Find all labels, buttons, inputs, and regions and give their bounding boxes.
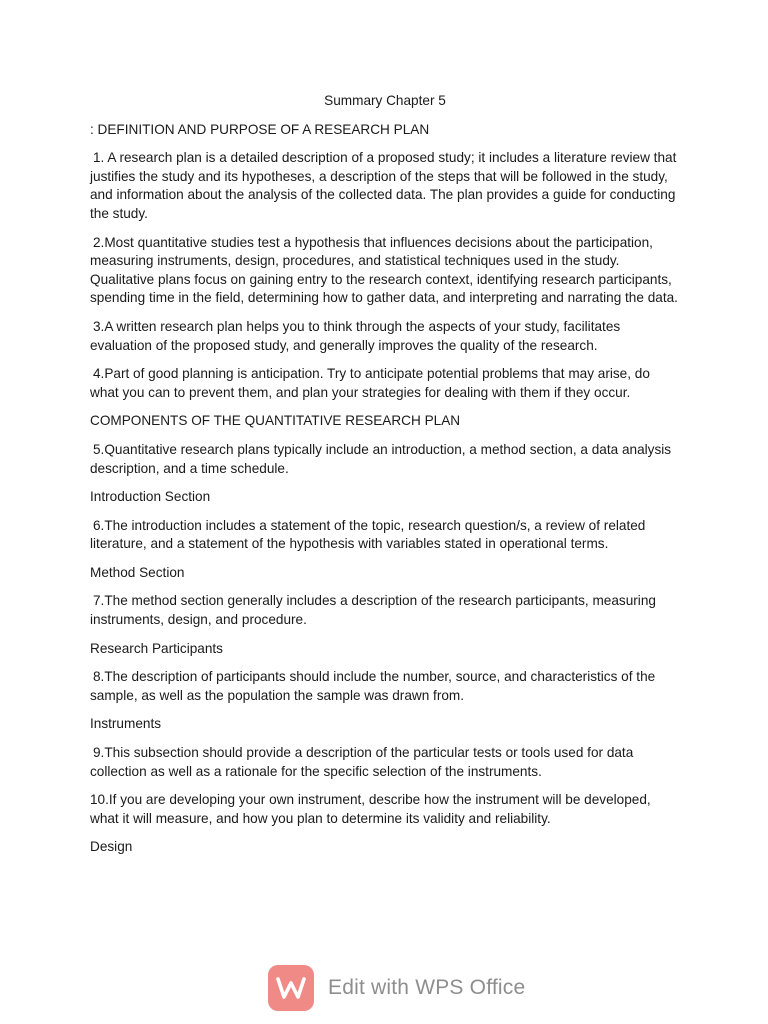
wps-watermark-text: Edit with WPS Office bbox=[328, 976, 526, 999]
section-heading: COMPONENTS OF THE QUANTITATIVE RESEARCH PLAN bbox=[90, 413, 461, 429]
subsection-heading: Introduction Section bbox=[90, 489, 211, 505]
subsection-heading: Research Participants bbox=[90, 640, 223, 656]
paragraph: 8.The description of participants should include the number, source, and characteristics of the sample, as well as the population the sample was drawn from. bbox=[90, 669, 656, 703]
subsection-heading: Design bbox=[90, 839, 133, 855]
paragraph: 4.Part of good planning is anticipation. Try to anticipate potential problems that may arise, do what you can to prevent them, and plan your strategies for dealing with them if they occur. bbox=[90, 366, 650, 400]
document-title: Summary Chapter 5 bbox=[324, 93, 446, 108]
paragraph: 10.If you are developing your own instrument, describe how the instrument will be developed, what it will measure, and how you plan to determine its validity and reliability. bbox=[90, 792, 651, 826]
paragraph: 9.This subsection should provide a description of the particular tests or tools used for data collection as well as a rationale for the specific selection of the instruments. bbox=[90, 745, 634, 779]
subsection-heading: Instruments bbox=[90, 716, 162, 732]
subsection-heading: Method Section bbox=[90, 564, 185, 580]
wps-w-icon bbox=[276, 976, 306, 1000]
wps-watermark bbox=[268, 963, 525, 1013]
paragraph: 3.A written research plan helps you to think through the aspects of your study, facilitates evaluation of the proposed study, and generally improves the quality of the research. bbox=[90, 318, 621, 353]
document-page bbox=[90, 92, 680, 867]
paragraph: 2.Most quantitative studies test a hypothesis that influences decisions about the participation, measuring instruments, design, procedures, and statistical techniques used in the study. Qualitative plans focus on gaining entry to the research context, identifying research participants, spending time in the field, determining how to gather data, and interpreting and narrating the data. bbox=[90, 234, 678, 306]
paragraph: 1. A research plan is a detailed description of a proposed study; it includes a literature review that justifies the study and its hypotheses, a description of the steps that will be followed in the study, and information about the analysis of the collected data. The plan provides a guide for conducting the study. bbox=[90, 150, 677, 221]
paragraph: 7.The method section generally includes a description of the research participants, measuring instruments, design, and procedure. bbox=[90, 593, 656, 628]
wps-logo-icon bbox=[268, 965, 314, 1011]
paragraph: 6.The introduction includes a statement of the topic, research question/s, a review of related literature, and a statement of the hypothesis with variables stated in operational terms. bbox=[90, 517, 646, 552]
paragraph: 5.Quantitative research plans typically include an introduction, a method section, a data analysis description, and a time schedule. bbox=[90, 441, 672, 476]
section-heading: : DEFINITION AND PURPOSE OF A RESEARCH PLAN bbox=[90, 121, 430, 137]
